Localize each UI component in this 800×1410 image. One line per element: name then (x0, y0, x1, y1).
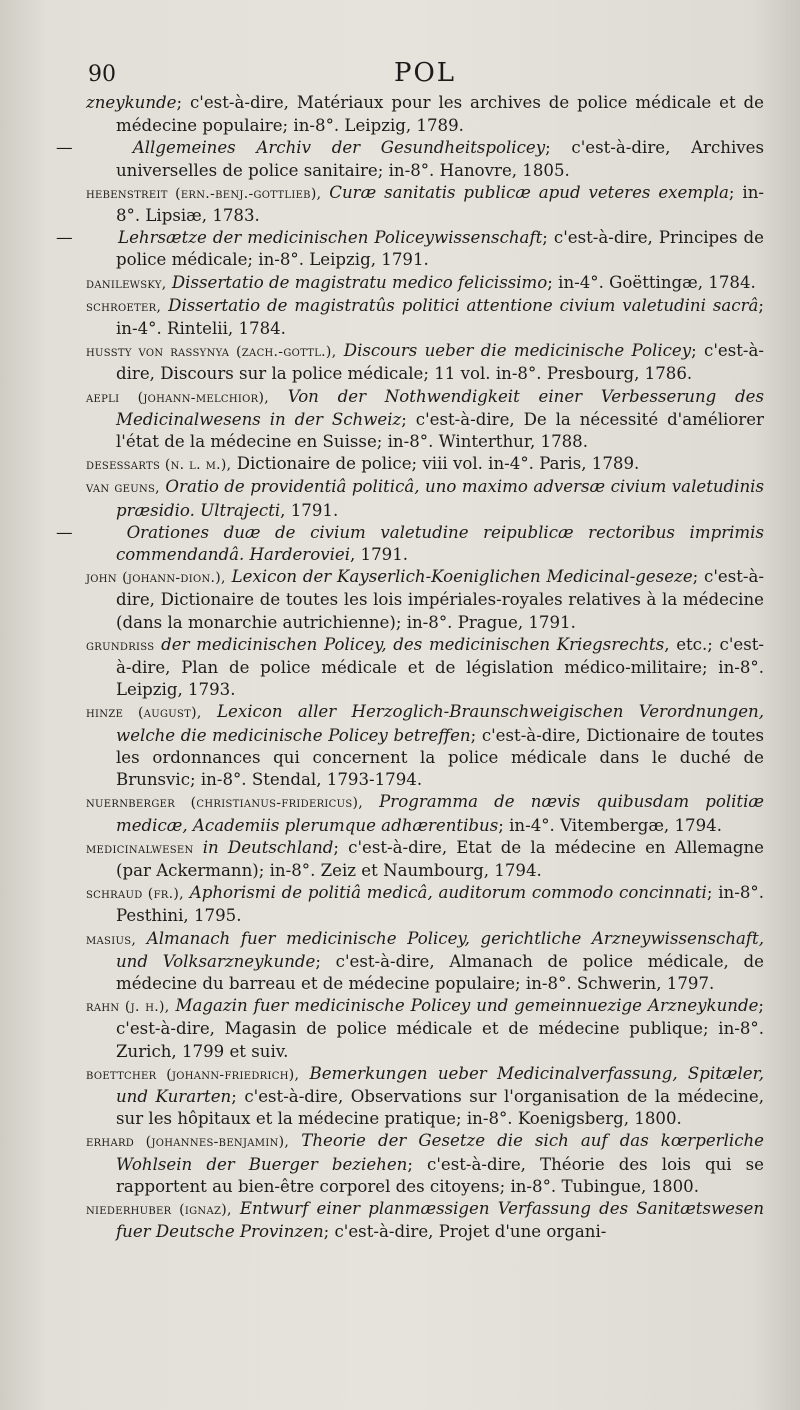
bibliography-entry (86, 701, 764, 791)
bibliography-entry (86, 453, 764, 476)
bibliography-entry (86, 566, 764, 634)
entry-author: danilewsky, (86, 275, 167, 292)
entry-author: aepli (johann-melchior), (86, 389, 269, 406)
entry-details: ; c'est-à-dire, Etat de la médecine en Allemagne (par Ackermann); in-8°. Zeiz et Naumbourg, 1794. (116, 837, 764, 880)
entry-author: desessarts (n. l. m.), (86, 457, 232, 474)
entry-details: ; in-4°. Rintelii, 1784. (116, 295, 764, 339)
entry-details: ; c'est-à-dire, Principes de police médicale; in-8°. Leipzig, 1791. (116, 228, 764, 270)
bibliography-entry (86, 182, 764, 227)
entry-author: boettcher (johann-friedrich), (86, 1066, 300, 1083)
entry-details: ; c'est-à-dire, De la nécessité d'améliorer l'état de la médecine en Suisse; in-8°. Winterthur, 1788. (116, 409, 764, 452)
entry-details: , etc.; c'est-à-dire, Plan de police médicale et de législation médico-militaire; in-8°. Leipzig, 1793. (116, 634, 764, 700)
entry-title: Discours ueber die medicinische Policey (343, 341, 692, 361)
entry-details: ; in-8°. Pesthini, 1795. (116, 883, 764, 926)
entry-author: masius, (86, 931, 137, 948)
entry-author: grundriss (86, 637, 155, 654)
entry-details: ; c'est-à-dire, Projet d'une organi- (323, 1222, 607, 1242)
entry-title: Dissertatio de magistratûs politici attentione civium valetudini sacrâ (168, 295, 759, 315)
bibliography-entry (86, 386, 764, 454)
entry-details: ; in-4°. Goëttingæ, 1784. (547, 272, 756, 292)
entry-title: Bemerkungen ueber Medicinalverfassung, Spitæler, und Kurarten (116, 1063, 765, 1106)
entry-title: in Deutschland (202, 837, 334, 857)
entry-author: medicinalwesen (86, 840, 194, 857)
bibliography-entry (86, 837, 764, 882)
bibliography-entry (86, 995, 764, 1063)
entry-details: ; in-8°. Lipsiæ, 1783. (116, 182, 764, 226)
entry-details: ; c'est-à-dire, Matériaux pour les archives de police médicale et de médecine populaire; in-8°. Leipzig, 1789. (116, 93, 764, 136)
entry-details: , 1791. (350, 545, 409, 565)
bibliography-entry (86, 1063, 764, 1131)
entry-title: Orationes duæ de civium valetudine reipublicæ rectoribus imprimis commendandâ. Harderoviei (116, 522, 764, 565)
entry-author: — (56, 228, 73, 248)
entry-author: van geuns, (86, 480, 160, 497)
entry-author: hebenstreit (ern.-benj.-gottlieb), (86, 185, 322, 202)
bibliography-entry (86, 634, 764, 702)
entry-title: Oratio de providentiâ politicâ, uno maximo adversæ civium valetudinis præsidio. Ultrajecti (116, 477, 764, 520)
bibliography-entry (56, 522, 764, 566)
entry-author: hinze (august), (86, 705, 202, 722)
entry-author: niederhuber (ignaz), (86, 1201, 232, 1218)
entry-title: Curæ sanitatis publicæ apud veteres exempla (329, 182, 729, 202)
entry-details: ; c'est-à-dire, Observations sur l'organisation de la médecine, sur les hôpitaux et la médecine pratique; in-8°. Koenigsberg, 1800. (116, 1086, 764, 1129)
entry-title: Aphorismi de politiâ medicâ, auditorum commodo concinnati (189, 883, 707, 903)
bibliography-entry (56, 227, 764, 271)
entry-title: Almanach fuer medicinische Policey, gerichtliche Arzneywissenschaft, und Volksarzneykunde (116, 928, 764, 971)
bibliography-entry (86, 476, 764, 521)
entry-details: ; in-4°. Vitembergæ, 1794. (498, 815, 722, 835)
entry-details: ; c'est-à-dire, Dictionaire de toutes les lois impériales-royales relatives à la médecine (dans la monarchie autrichienne); in-8°. Prague, 1791. (116, 567, 764, 632)
bibliography-entry (86, 272, 764, 295)
entry-details: ; c'est-à-dire, Almanach de police médicale, de médecine du barreau et de médecine populaire; in-8°. Schwerin, 1797. (116, 951, 764, 993)
entry-title: Magazin fuer medicinische Policey und gemeinnuezige Arzneykunde (175, 996, 759, 1016)
bibliography-list (56, 92, 765, 1243)
entry-title: Entwurf einer planmæssigen Verfassung des Sanitætswesen fuer Deutsche Provinzen (116, 1198, 765, 1242)
entry-author: john (johann-dion.), (86, 570, 226, 587)
bibliography-entry (56, 137, 764, 181)
bibliography-entry (86, 1130, 764, 1198)
entry-author: schraud (fr.), (86, 886, 184, 903)
entry-title: Programma de nævis quibusdam politiæ medicæ, Academiis plerumque adhærentibus (116, 792, 765, 835)
entry-title: Lehrsætze der medicinischen Policeywissenschaft (118, 228, 543, 248)
entry-title: Theorie der Gesetze die sich auf das kœrperliche Wohlsein der Buerger beziehen (116, 1131, 764, 1174)
entry-details: ; c'est-à-dire, Théorie des lois qui se rapportent au bien-être corporel des citoyens; in-8°. Tubingue, 1800. (116, 1154, 764, 1196)
bibliography-entry (86, 340, 764, 385)
entry-details: ; c'est-à-dire, Archives universelles de police sanitaire; in-8°. Hanovre, 1805. (116, 138, 764, 180)
bibliography-entry (86, 791, 764, 836)
entry-author: rahn (j. h.), (86, 999, 170, 1016)
entry-details: ; c'est-à-dire, Dictionaire de toutes les ordonnances qui concernent la police médicale dans le duché de Brunsvic; in-8°. Stendal, 1793-1794. (116, 725, 764, 790)
entry-author: erhard (johannes-benjamin), (86, 1134, 290, 1151)
bibliography-entry (86, 882, 764, 927)
entry-title: Allgemeines Archiv der Gesundheitspolicey (132, 138, 546, 158)
entry-details: Dictionaire de police; viii vol. in-4°. Paris, 1789. (236, 454, 640, 474)
entry-title: zneykunde (86, 93, 177, 112)
entry-author: nuernberger (christianus-fridericus), (86, 795, 363, 812)
entry-title: Lexicon der Kayserlich-Koeniglichen Medicinal-geseze (231, 567, 693, 587)
entry-author: — (56, 522, 73, 542)
entry-title: Lexicon aller Herzoglich-Braunschweigischen Verordnungen, welche die medicinische Policey betreffen (116, 702, 764, 745)
entry-title: Dissertatio de magistratu medico felicissimo (171, 272, 548, 292)
entry-details: ; c'est-à-dire, Magasin de police médicale et de médecine publique; in-8°. Zurich, 1799 et suiv. (116, 996, 764, 1061)
bibliography-entry (86, 92, 764, 137)
page-header (86, 58, 764, 92)
bibliography-entry (86, 295, 764, 340)
bibliography-entry (86, 928, 764, 996)
entry-title: Von der Nothwendigkeit einer Verbesserung des Medicinalwesens in der Schweiz (116, 386, 764, 429)
entry-author: — (56, 138, 73, 158)
entry-author: schroeter, (86, 298, 162, 315)
bibliography-entry (86, 1198, 764, 1243)
entry-details: , 1791. (280, 500, 339, 520)
page-number: 90 (88, 62, 116, 87)
entry-author: hussty von rassynya (zach.-gottl.), (86, 344, 337, 361)
entry-details: ; c'est-à-dire, Discours sur la police médicale; 11 vol. in-8°. Presbourg, 1786. (116, 341, 764, 384)
running-head: POL (393, 58, 457, 88)
entry-title: der medicinischen Policey, des medicinischen Kriegsrechts (161, 634, 665, 654)
